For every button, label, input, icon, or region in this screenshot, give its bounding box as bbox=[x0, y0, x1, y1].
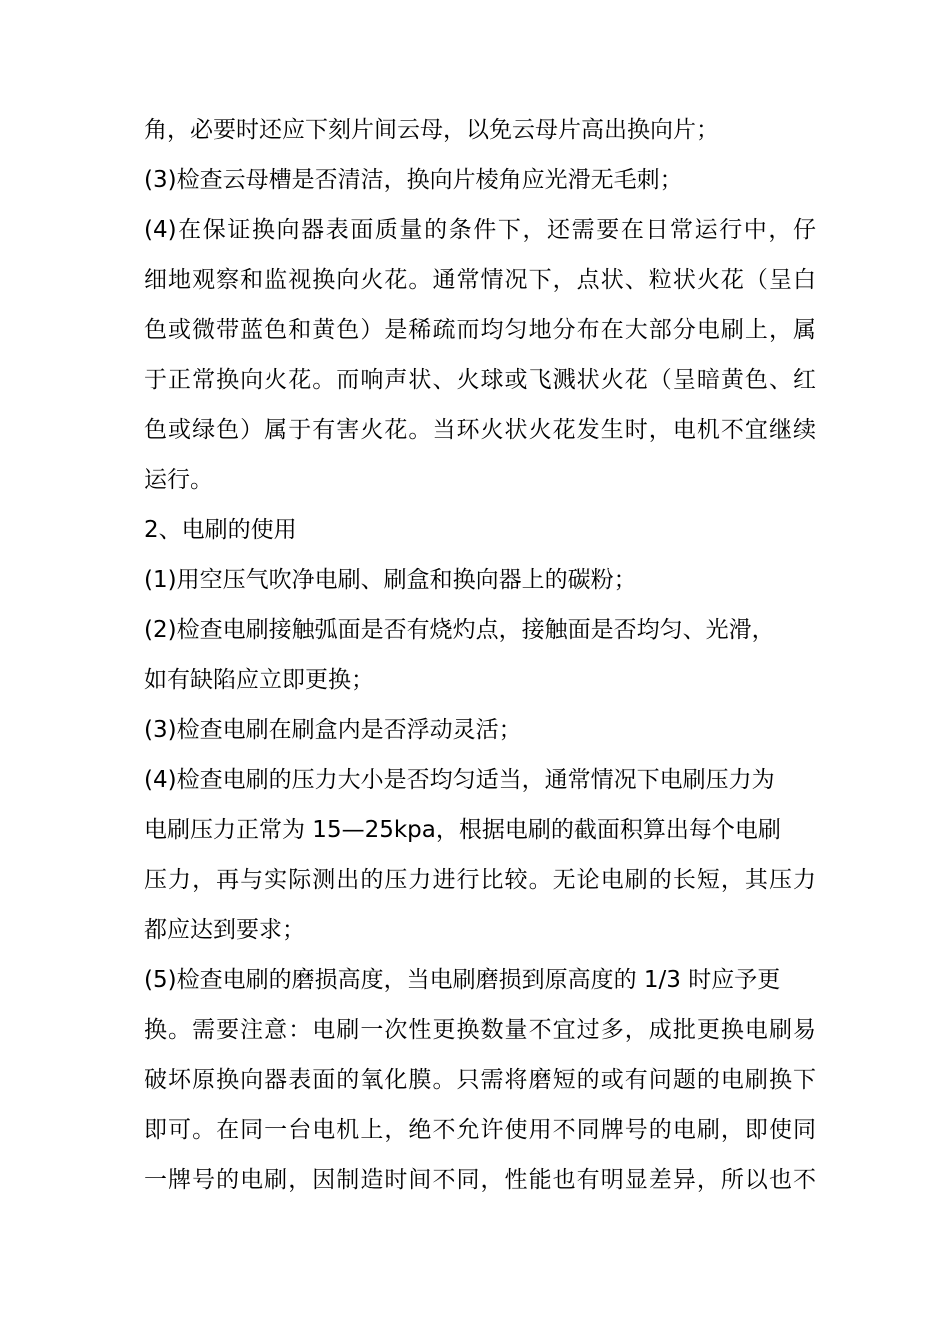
text-line-3: (4)在保证换向器表面质量的条件下，还需要在日常运行中，仔 bbox=[144, 217, 816, 243]
text-line-10: (1)用空压气吹净电刷、刷盒和换向器上的碳粉； bbox=[144, 567, 637, 593]
text-line-21: 即可。在同一台电机上，绝不允许使用不同牌号的电刷，即使同 bbox=[144, 1117, 816, 1143]
text-line-2: (3)检查云母槽是否清洁，换向片棱角应光滑无毛刺； bbox=[144, 167, 683, 193]
text-line-12: 如有缺陷应立即更换； bbox=[144, 667, 374, 693]
text-line-22: 一牌号的电刷，因制造时间不同，性能也有明显差异，所以也不 bbox=[144, 1167, 816, 1193]
text-line-7: 色或绿色）属于有害火花。当环火状火花发生时，电机不宜继续 bbox=[144, 417, 816, 443]
text-line-20: 破坏原换向器表面的氧化膜。只需将磨短的或有问题的电刷换下 bbox=[144, 1067, 816, 1093]
text-line-11: (2)检查电刷接触弧面是否有烧灼点，接触面是否均匀、光滑， bbox=[144, 617, 775, 643]
text-line-4: 细地观察和监视换向火花。通常情况下，点状、粒状火花（呈白 bbox=[144, 267, 816, 293]
text-line-15: 电刷压力正常为 15—25kpa，根据电刷的截面积算出每个电刷 bbox=[144, 817, 781, 843]
text-line-14: (4)检查电刷的压力大小是否均匀适当，通常情况下电刷压力为 bbox=[144, 767, 775, 793]
text-line-1: 角，必要时还应下刻片间云母，以免云母片高出换向片； bbox=[144, 117, 719, 143]
text-line-18: (5)检查电刷的磨损高度，当电刷磨损到原高度的 1/3 时应予更 bbox=[144, 967, 781, 993]
text-line-13: (3)检查电刷在刷盒内是否浮动灵活； bbox=[144, 717, 522, 743]
section-heading: 2、电刷的使用 bbox=[144, 517, 297, 543]
text-line-5: 色或微带蓝色和黄色）是稀疏而均匀地分布在大部分电刷上，属 bbox=[144, 317, 816, 343]
text-line-17: 都应达到要求； bbox=[144, 917, 305, 943]
text-line-8: 运行。 bbox=[144, 467, 213, 493]
text-line-16: 压力，再与实际测出的压力进行比较。无论电刷的长短，其压力 bbox=[144, 867, 816, 893]
text-line-6: 于正常换向火花。而响声状、火球或飞溅状火花（呈暗黄色、红 bbox=[144, 367, 816, 393]
body-text bbox=[144, 105, 816, 1205]
text-line-19: 换。需要注意：电刷一次性更换数量不宜过多，成批更换电刷易 bbox=[144, 1017, 816, 1043]
